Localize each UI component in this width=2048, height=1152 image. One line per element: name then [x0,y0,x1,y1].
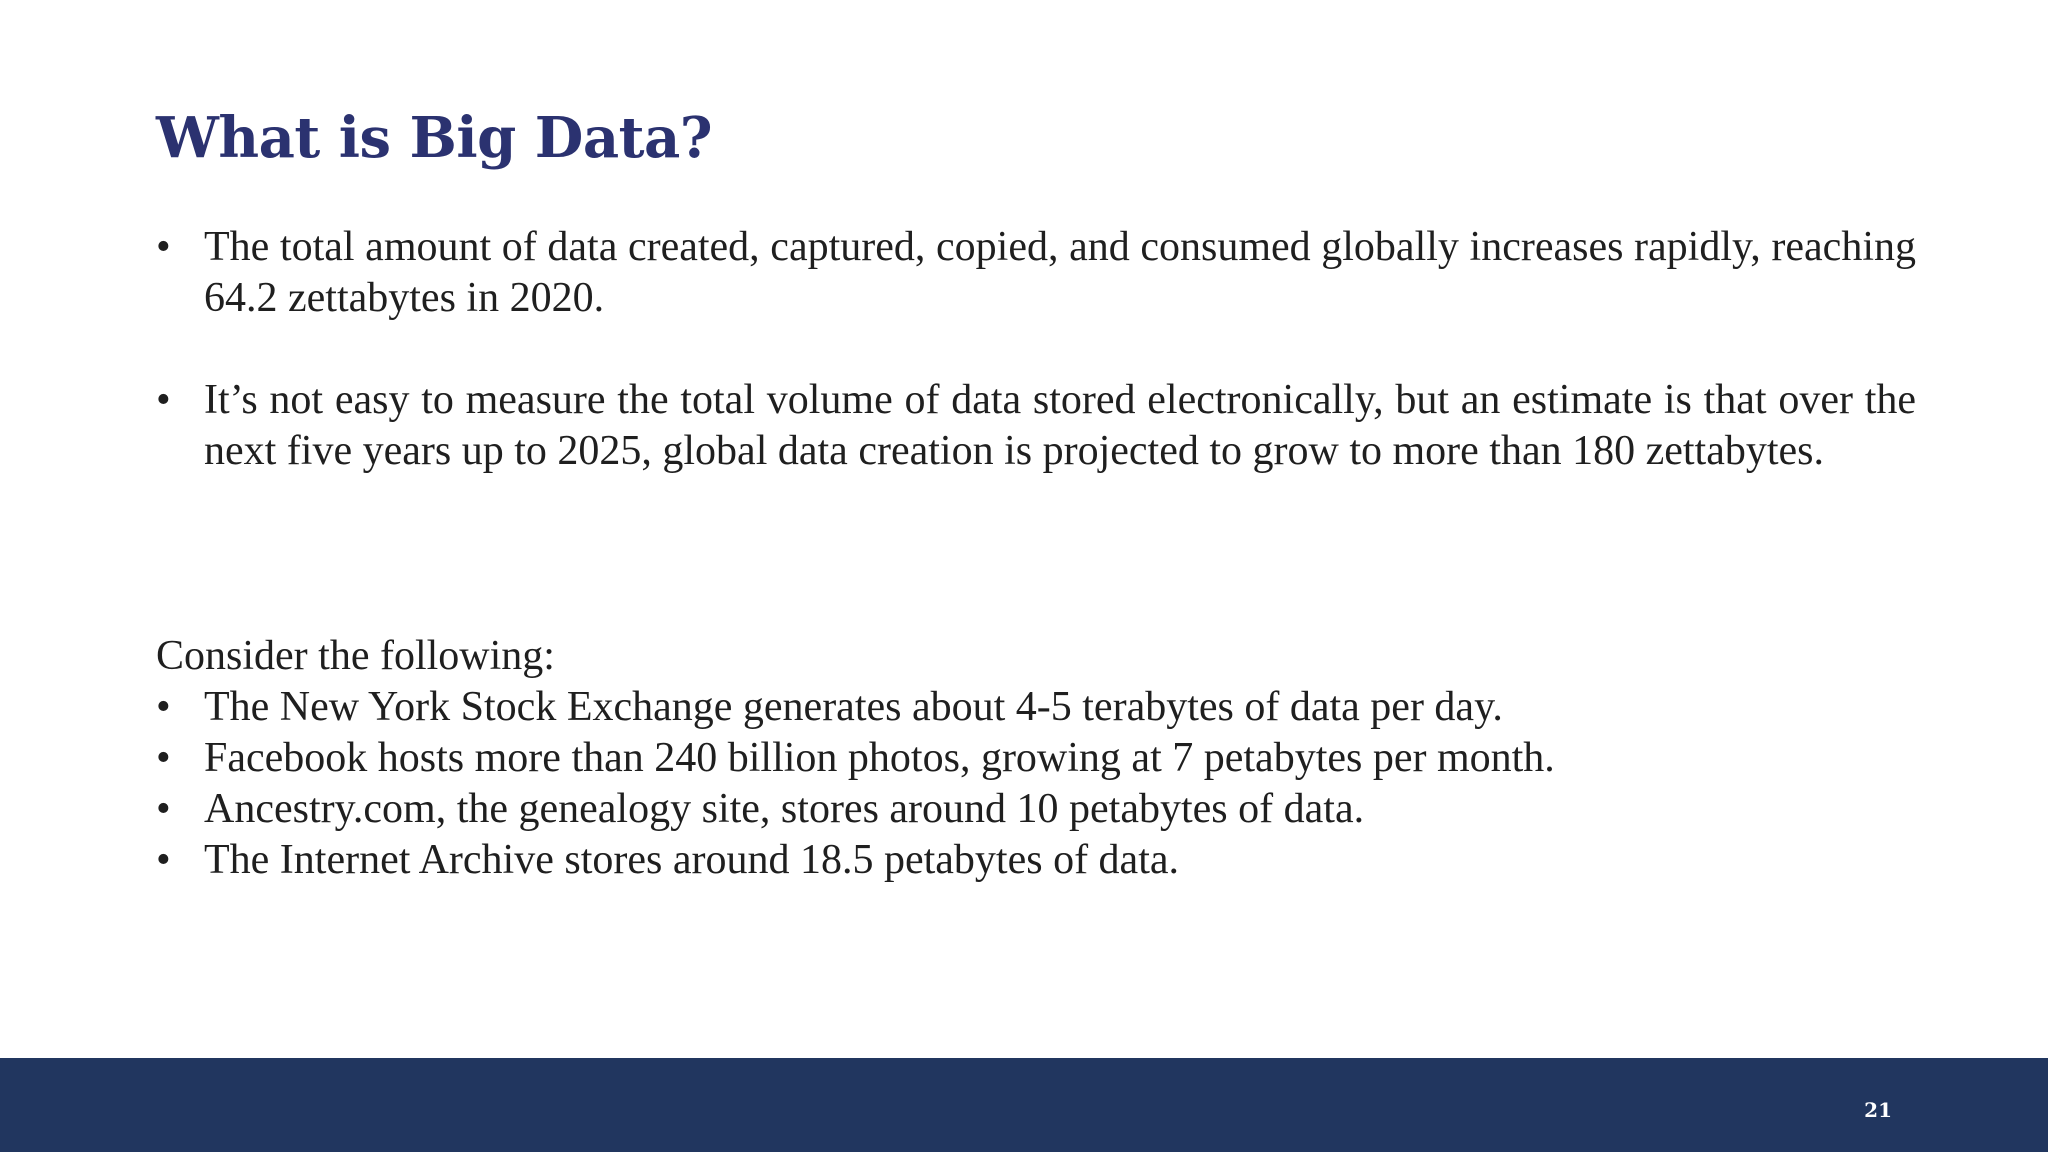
intro-bullet-list [156,222,1916,477]
facts-bullet-list [156,682,1916,886]
bullet-dot-icon: • [156,735,171,781]
slide-number: 21 [1864,1098,1892,1122]
fact-text: Ancestry.com, the genealogy site, stores around 10 petabytes of data. [204,786,1365,832]
bullet-text: It’s not easy to measure the total volume of data stored electronically, but an estimate is that over the next five years up to 2025, global data creation is projected to grow to more than 180 zettabytes. [204,377,1916,474]
slide-title: What is Big Data? [156,105,713,171]
fact-item-facebook [156,733,1916,784]
fact-text: Facebook hosts more than 240 billion photos, growing at 7 petabytes per month. [204,735,1555,781]
fact-text: The Internet Archive stores around 18.5 petabytes of data. [204,837,1180,883]
bullet-dot-icon: • [156,786,171,832]
bullet-dot-icon: • [156,837,171,883]
bullet-dot-icon: • [156,224,171,270]
fact-item-internet-archive [156,835,1916,886]
bullet-item-projection [156,375,1916,477]
consider-label: Consider the following: [156,633,555,679]
bullet-dot-icon: • [156,377,171,423]
bullet-item-total-data [156,222,1916,324]
bullet-dot-icon: • [156,684,171,730]
fact-item-nyse [156,682,1916,733]
fact-text: The New York Stock Exchange generates about 4-5 terabytes of data per day. [204,684,1503,730]
bullet-text: The total amount of data created, captured, copied, and consumed globally increases rapidly, reaching 64.2 zettabytes in 2020. [204,224,1916,321]
footer-bar [0,1058,2048,1152]
fact-item-ancestry [156,784,1916,835]
